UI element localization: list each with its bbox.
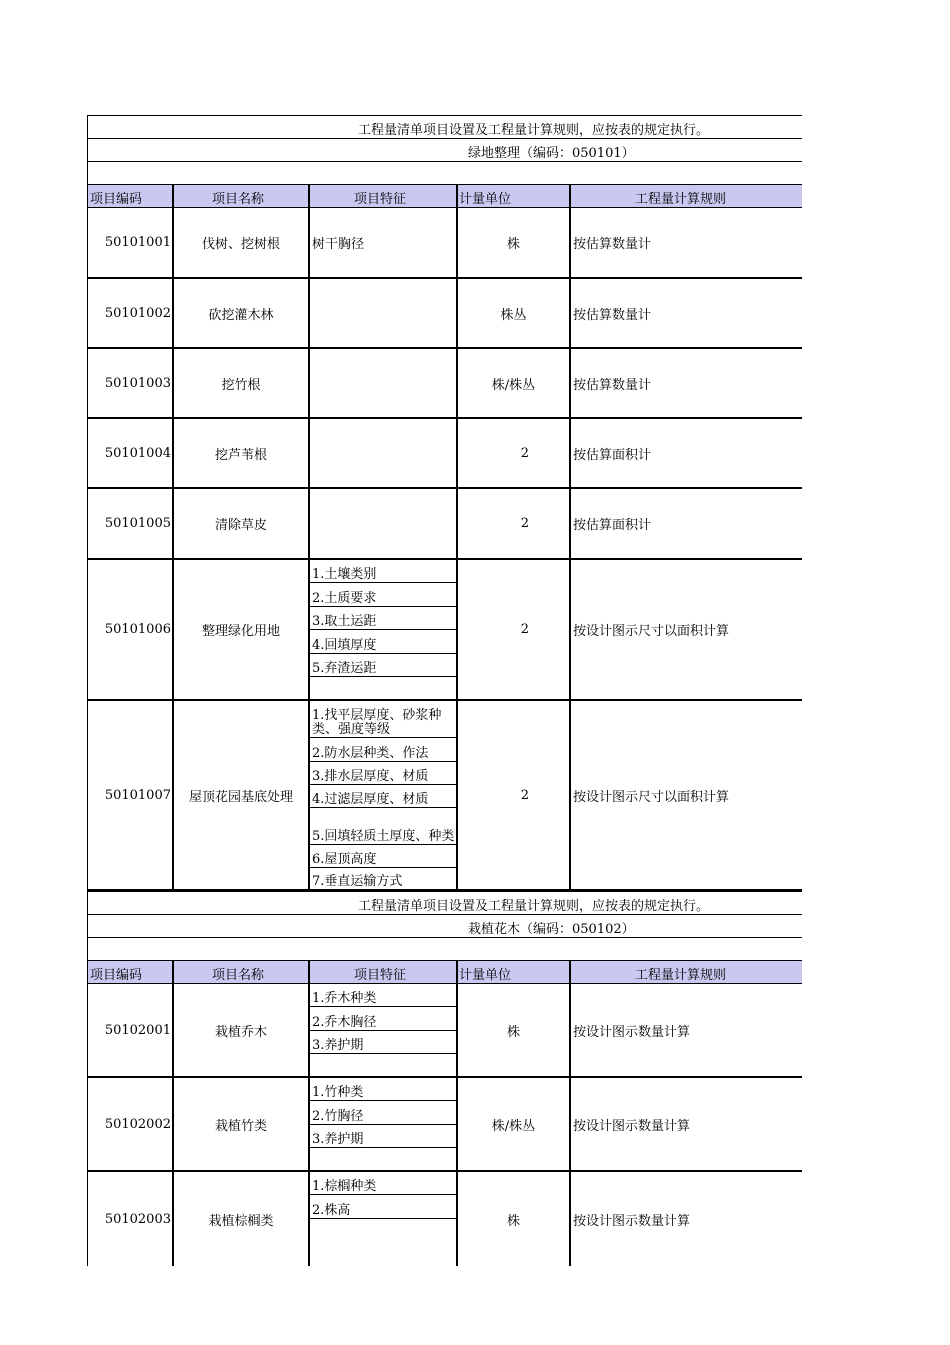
table2-header	[87, 960, 802, 984]
item-name: 栽植乔木	[174, 984, 310, 1076]
feature-line: 3.养护期	[310, 1125, 456, 1148]
item-feature-list	[310, 1078, 458, 1170]
item-feature	[310, 279, 458, 347]
item-unit: 株	[458, 1172, 571, 1266]
feature-line: 5.弃渣运距	[310, 654, 456, 677]
feature-line: 3.排水层厚度、材质	[310, 762, 456, 785]
item-feature-list	[310, 560, 458, 699]
feature-line: 2.防水层种类、作法	[310, 738, 456, 762]
feature-line: 1.乔木种类	[310, 984, 456, 1007]
item-code: 50102003	[88, 1172, 174, 1266]
item-code: 50101005	[88, 489, 174, 558]
item-unit: 株	[458, 208, 571, 277]
item-code: 50101002	[88, 279, 174, 347]
item-feature: 树干胸径	[310, 208, 458, 277]
header-name: 项目名称	[174, 961, 310, 983]
item-unit: 株丛	[458, 279, 571, 347]
spreadsheet	[87, 115, 802, 1229]
feature-line: 1.土壤类别	[310, 560, 456, 583]
item-unit: 株/株丛	[458, 349, 571, 417]
header-feature: 项目特征	[310, 185, 458, 207]
item-name: 伐树、挖树根	[174, 208, 310, 277]
item-name: 整理绿化用地	[174, 560, 310, 699]
table-row	[87, 984, 802, 1078]
item-rule: 按设计图示数量计算	[573, 1118, 691, 1134]
table-row	[87, 279, 802, 349]
item-feature	[310, 349, 458, 417]
feature-line: 3.养护期	[310, 1031, 456, 1054]
feature-line: 3.取土运距	[310, 607, 456, 630]
section1-spacer-row	[87, 161, 802, 185]
item-name: 屋顶花园基底处理	[174, 701, 310, 889]
header-rule: 工程量计算规则	[635, 968, 727, 983]
section1-note-row	[87, 115, 802, 139]
feature-line: 1.找平层厚度、砂浆种类、强度等级	[310, 701, 456, 738]
item-rule: 按估算数量计	[573, 377, 652, 393]
item-rule: 按估算面积计	[573, 518, 652, 533]
item-code: 50101006	[88, 560, 174, 699]
feature-line: 6.屋顶高度	[310, 845, 456, 868]
feature-line: 4.回填厚度	[310, 630, 456, 654]
item-name: 砍挖灌木林	[174, 279, 310, 347]
item-rule: 按估算数量计	[573, 237, 652, 252]
table1-header	[87, 184, 802, 208]
item-name: 挖芦苇根	[174, 419, 310, 487]
item-code: 50102002	[88, 1078, 174, 1170]
header-unit: 计量单位	[458, 185, 571, 207]
table-row	[87, 208, 802, 279]
item-unit: 2	[458, 419, 571, 487]
section1-title-row	[87, 138, 802, 162]
item-rule: 按设计图示尺寸以面积计算	[573, 624, 730, 639]
item-rule: 按设计图示数量计算	[573, 1024, 691, 1040]
header-feature: 项目特征	[310, 961, 458, 983]
item-name: 栽植竹类	[174, 1078, 310, 1170]
item-unit: 2	[458, 489, 571, 558]
table-row	[87, 1078, 802, 1172]
item-feature	[310, 489, 458, 558]
table-row	[87, 560, 802, 701]
item-feature-list	[310, 1172, 458, 1266]
header-unit: 计量单位	[458, 961, 571, 983]
feature-line: 2.土质要求	[310, 583, 456, 607]
feature-line: 4.过滤层厚度、材质	[310, 785, 456, 808]
section1-title: 绿地整理（编码：050101）	[468, 146, 635, 161]
table-row	[87, 489, 802, 560]
item-rule: 按估算数量计	[573, 307, 652, 323]
header-code: 项目编码	[88, 185, 174, 207]
section2-spacer-row	[87, 937, 802, 961]
item-unit: 2	[458, 560, 571, 699]
feature-line: 1.竹种类	[310, 1078, 456, 1101]
item-name: 挖竹根	[174, 349, 310, 417]
feature-line: 7.垂直运输方式	[312, 874, 403, 889]
feature-line: 5.回填轻质土厚度、种类	[310, 808, 456, 845]
item-code: 50101001	[88, 208, 174, 277]
item-rule: 按设计图示尺寸以面积计算	[573, 789, 730, 805]
item-unit: 株/株丛	[458, 1078, 571, 1170]
item-code: 50101004	[88, 419, 174, 487]
item-rule: 按估算面积计	[573, 447, 652, 463]
section2-title-row	[87, 914, 802, 938]
header-code: 项目编码	[88, 961, 174, 983]
item-rule: 按设计图示数量计算	[573, 1213, 691, 1229]
item-code: 50102001	[88, 984, 174, 1076]
item-unit: 株	[458, 984, 571, 1076]
item-code: 50101007	[88, 701, 174, 889]
item-name: 栽植棕榈类	[174, 1172, 310, 1266]
item-feature-list	[310, 701, 458, 889]
header-name: 项目名称	[174, 185, 310, 207]
section2-note-row	[87, 891, 802, 915]
section2-title: 栽植花木（编码：050102）	[468, 922, 635, 937]
section2-note: 工程量清单项目设置及工程量计算规则，应按表的规定执行。	[358, 899, 710, 914]
feature-line: 2.竹胸径	[310, 1101, 456, 1125]
table-row	[87, 1172, 802, 1266]
item-feature-list	[310, 984, 458, 1076]
feature-line: 2.乔木胸径	[310, 1007, 456, 1031]
item-name: 清除草皮	[174, 489, 310, 558]
item-unit: 2	[458, 701, 571, 889]
item-feature	[310, 419, 458, 487]
header-rule: 工程量计算规则	[635, 192, 727, 207]
table-row	[87, 349, 802, 419]
feature-line: 1.棕榈种类	[310, 1172, 456, 1195]
table-row	[87, 701, 802, 891]
table-row	[87, 419, 802, 489]
feature-line: 2.株高	[310, 1195, 456, 1219]
item-code: 50101003	[88, 349, 174, 417]
section1-note: 工程量清单项目设置及工程量计算规则，应按表的规定执行。	[358, 123, 710, 138]
